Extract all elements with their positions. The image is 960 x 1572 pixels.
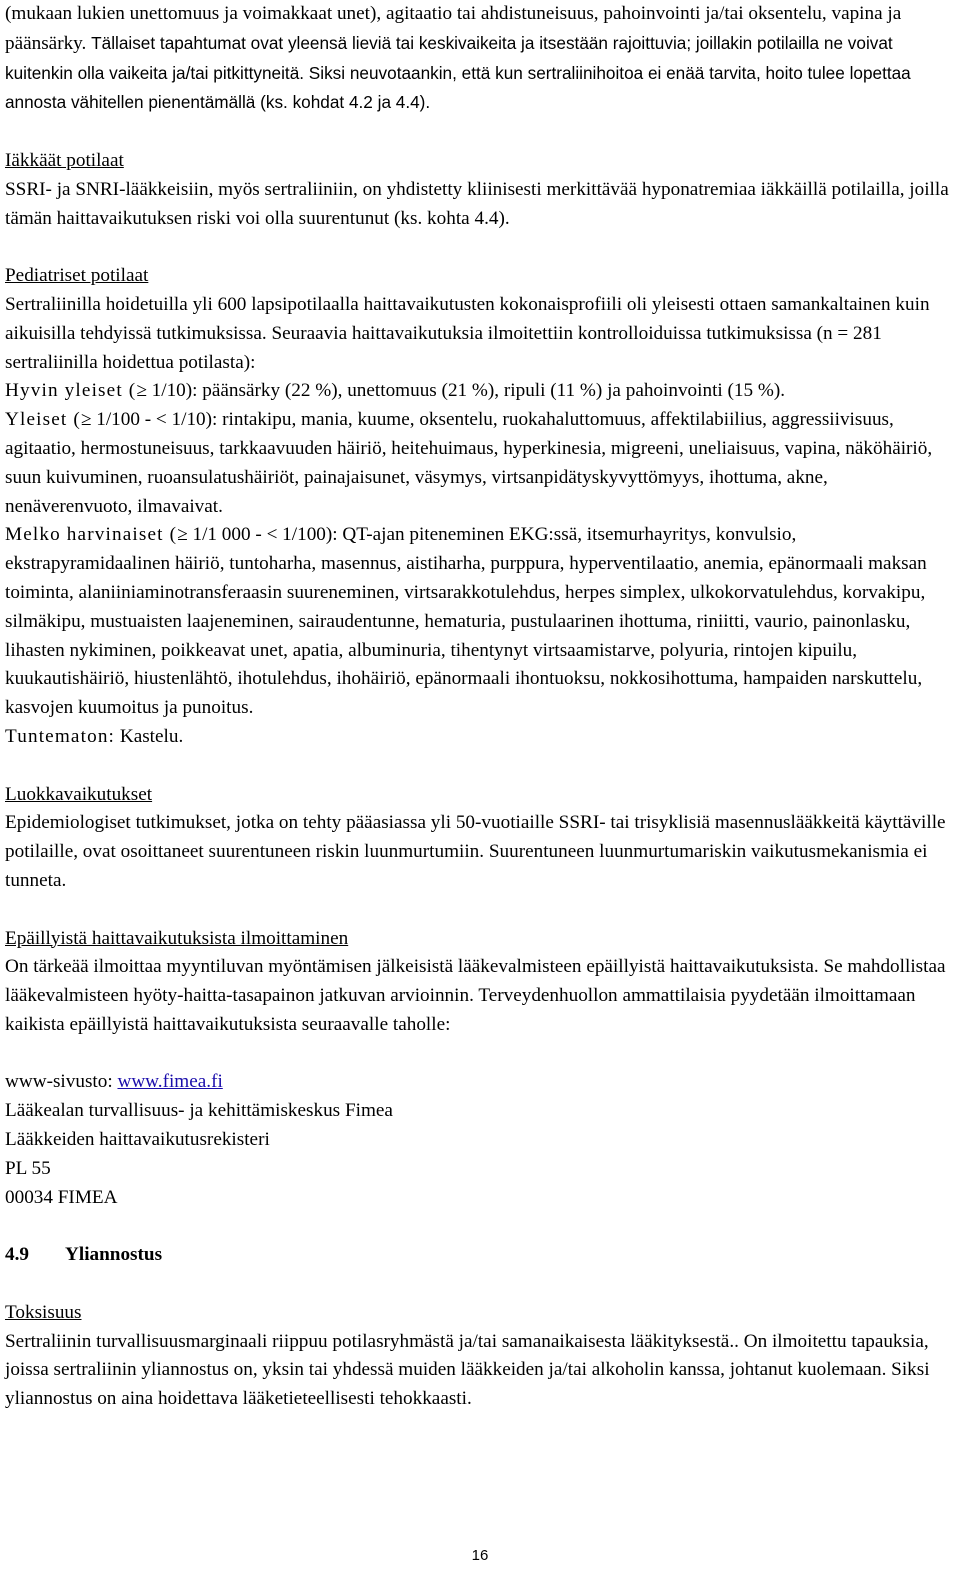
website-label: www-sivusto: bbox=[5, 1071, 118, 1093]
very-common-paragraph bbox=[5, 377, 957, 406]
address-line-2: Lääkkeiden haittavaikutusrekisteri bbox=[5, 1129, 270, 1151]
very-common-text: päänsärky (22 %), unettomuus (21 %), ripuli (11 %) ja pahoinvointi (15 %). bbox=[197, 380, 786, 402]
document-page bbox=[5, 0, 957, 1414]
reporting-heading: Epäillyistä haittavaikutuksista ilmoittaminen bbox=[5, 927, 349, 949]
uncommon-paragraph bbox=[5, 521, 957, 723]
address-line-1: Lääkealan turvallisuus- ja kehittämiskeskus Fimea bbox=[5, 1100, 393, 1122]
unknown-label: Tuntematon: bbox=[5, 725, 116, 747]
section-number: 4.9 bbox=[5, 1244, 29, 1266]
pediatric-heading: Pediatriset potilaat bbox=[5, 265, 149, 287]
toxicity-heading: Toksisuus bbox=[5, 1301, 82, 1323]
page-number: 16 bbox=[471, 1547, 489, 1564]
section-heading bbox=[5, 1241, 957, 1270]
class-effects-heading: Luokkavaikutukset bbox=[5, 783, 153, 805]
reporting-text: On tärkeää ilmoittaa myyntiluvan myöntämisen jälkeisistä lääkevalmisteen epäillyistä haittavaikutuksista. Se mahdollistaa lääkevalmisteen hyöty-haitta-tasapainon jatkuvan arvioinnin. Terveydenhuollon ammattilaisia pyydetään ilmoittamaan kaikista epäillyistä haittavaikutuksista seuraavalle taholle: bbox=[5, 956, 946, 1035]
unknown-paragraph bbox=[5, 723, 957, 752]
uncommon-frequency: ≥ 1/1 000 - < 1/100): bbox=[177, 524, 338, 546]
very-common-frequency: ≥ 1/10): bbox=[136, 380, 198, 402]
fimea-link[interactable]: www.fimea.fi bbox=[117, 1071, 223, 1093]
toxicity-text: Sertraliinin turvallisuusmarginaali riippuu potilasryhmästä ja/tai samanaikaisesta lääkityksestä.. On ilmoitettu tapauksia, joissa sertraliinin yliannostus on, yksin tai yhdessä muiden lääkkeiden ja/tai alkoholin kanssa, johtanut kuolemaan. Siksi yliannostus on aina hoidettava lääketieteellisesti tehokkaasti. bbox=[5, 1330, 930, 1410]
elderly-heading: Iäkkäät potilaat bbox=[5, 149, 124, 171]
address-line-3: PL 55 bbox=[5, 1157, 51, 1179]
intro-paragraph bbox=[5, 0, 957, 118]
section-title: Yliannostus bbox=[65, 1244, 163, 1266]
very-common-label: Hyvin yleiset ( bbox=[5, 380, 137, 402]
uncommon-text: QT-ajan piteneminen EKG:ssä, itsemurhayritys, konvulsio, ekstrapyramidaalinen häiriö, tuntoharha, masennus, aistiharha, purppura, hyperventilaatio, anemia, epänormaali maksan toiminta, alaniiniaminotransferaasin suureneminen, virtsarakkotulehdus, herpes simplex, ulkokorvatulehdus, korvakipu, silmäkipu, mustuaisten laajeneminen, sairaudentunne, hematuria, pustulaarinen ihottuma, riniitti, vaurio, painonlasku, lihasten nykiminen, poikkeavat unet, apatia, albuminuria, tihentynyt virtsaamistarve, polyuria, rintojen kipuilu, kuukautishäiriö, hiustenlähtö, ihotulehdus, ihohäiriö, epänormaali ihontuoksu, nokkosihottuma, hampaiden narskuttelu, kasvojen kuumoitus ja punoitus. bbox=[5, 524, 927, 719]
common-paragraph bbox=[5, 406, 957, 521]
class-effects-text: Epidemiologiset tutkimukset, jotka on tehty pääasiassa yli 50-vuotiaille SSRI- tai trisyklisiä masennuslääkkeitä käyttäville potilaille, ovat osoittaneet suurentuneen riskin luunmurtumiin. Suurentuneen luunmurtumariskin vaikutusmekanismia ei tunneta. bbox=[5, 812, 946, 891]
uncommon-label: Melko harvinaiset ( bbox=[5, 524, 178, 546]
common-label: Yleiset ( bbox=[5, 409, 81, 431]
unknown-text: Kastelu. bbox=[115, 725, 184, 747]
intro-text-2: Tällaiset tapahtumat ovat yleensä lieviä tai keskivaikeita ja itsestään rajoittuvia; joillakin potilailla ne voivat kuitenkin olla vaikeita ja/tai pitkittyneitä. Siksi neuvotaankin, että kun sertraliinihoitoa ei enää tarvita, hoito tulee lopettaa annosta vähitellen pienentämällä (ks. kohdat 4.2 ja 4.4). bbox=[5, 32, 911, 113]
common-text: rintakipu, mania, kuume, oksentelu, ruokahaluttomuus, affektilabiilius, aggressiivisuus, agitaatio, hermostuneisuus, tarkkaavuuden häiriö, heitehuimaus, hyperkinesia, migreeni, uneliaisuus, vapina, näköhäiriö, suun kuivuminen, ruoansulatushäiriöt, painajaisunet, väsymys, virtsanpidätyskyvyttömyys, ihottuma, akne, nenäverenvuoto, ilmavaivat. bbox=[5, 409, 933, 517]
common-frequency: ≥ 1/100 - < 1/10): bbox=[80, 409, 218, 431]
address-line-4: 00034 FIMEA bbox=[5, 1186, 118, 1208]
intro-text-1: (mukaan lukien unettomuus ja voimakkaat unet), agitaatio tai ahdistuneisuus, pahoinvointi ja/tai oksentelu, vapina ja päänsärky. bbox=[5, 3, 902, 54]
website-line bbox=[5, 1068, 957, 1097]
elderly-text: SSRI- ja SNRI-lääkkeisiin, myös sertraliiniin, on yhdistetty kliinisesti merkittävää hyponatremiaa iäkkäillä potilailla, joilla tämän haittavaikutuksen riski voi olla suurentunut (ks. kohta 4.4). bbox=[5, 178, 949, 229]
pediatric-text: Sertraliinilla hoidetuilla yli 600 lapsipotilaalla haittavaikutusten kokonaisprofiili oli yleisesti ottaen samankaltainen kuin aikuisilla tehdyissä tutkimuksissa. Seuraavia haittavaikutuksia ilmoitettiin kontrolloiduissa tutkimuksissa (n = 281 sertraliinilla hoidettua potilasta): bbox=[5, 293, 930, 373]
